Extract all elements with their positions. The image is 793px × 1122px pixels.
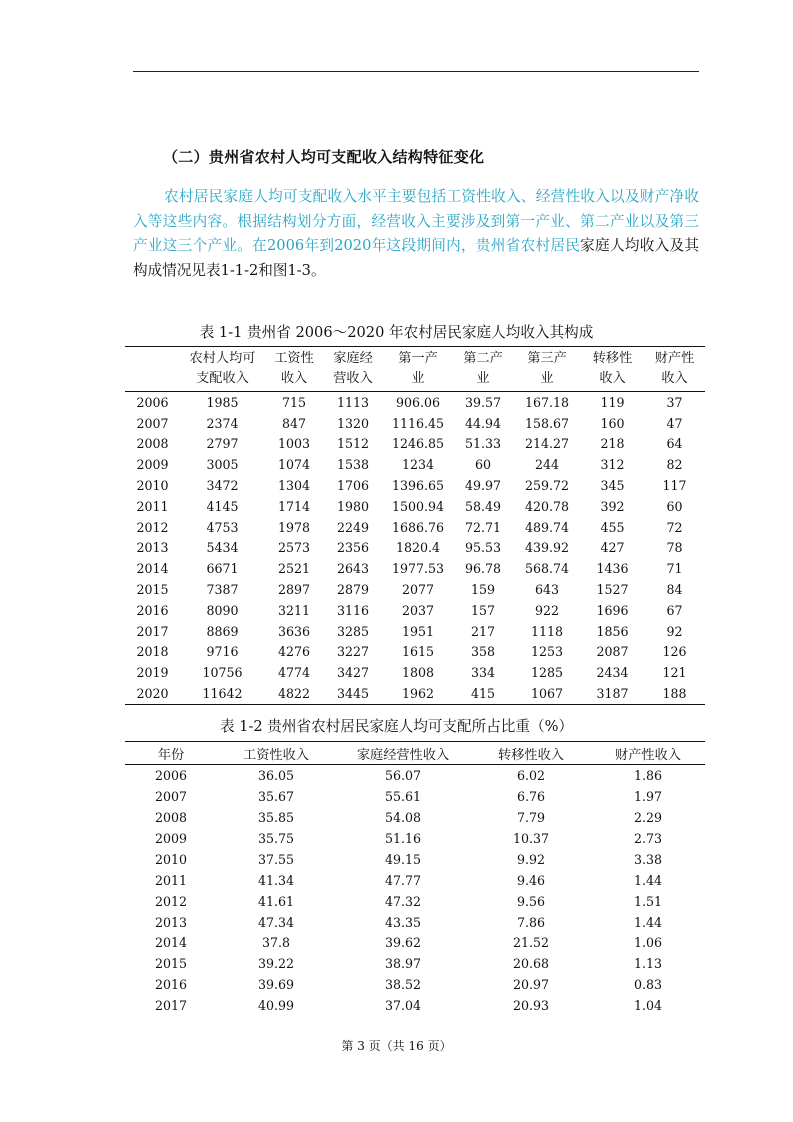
table-cell: 1985 [206,394,239,410]
table-cell: 64 [666,436,683,452]
table-cell: 2006 [154,767,188,783]
table-cell: 49.97 [464,478,502,494]
table-cell: 60 [666,498,683,514]
table2-header-cell: 家庭经营性收入 [335,742,471,765]
table-cell: 1320 [336,415,370,431]
table-cell: 1.97 [633,788,663,804]
table1-header-cell [265,347,323,392]
table-cell: 0.83 [633,977,663,993]
table-row [125,683,705,704]
table-cell: 4822 [277,686,311,702]
table-cell: 117 [662,478,687,494]
table-cell: 40.99 [257,998,295,1014]
table-row [125,621,705,642]
table-cell: 35.67 [257,788,295,804]
table-cell: 1234 [401,457,435,473]
table-cell: 37.8 [261,935,291,951]
table1-header-row [125,347,705,392]
table-cell: 72 [666,519,683,535]
table-cell: 1500.94 [391,498,445,514]
table-cell: 1.51 [633,893,663,909]
table-cell: 218 [600,436,625,452]
table2-header-cell: 转移性收入 [471,742,591,765]
table-cell: 1962 [401,686,435,702]
table-cell: 1285 [530,665,564,681]
table-cell: 78 [666,540,683,556]
table-cell: 60 [474,457,492,473]
table-cell: 8090 [206,602,239,618]
table1-header-line: 营收入 [333,371,373,386]
table-cell: 1.44 [633,872,663,888]
table1-header-cell [323,347,383,392]
table-cell: 2.73 [633,830,663,846]
table-cell: 2897 [277,582,311,598]
table-cell: 35.75 [257,830,295,846]
table-cell: 2356 [336,540,370,556]
table-cell: 1067 [530,686,564,702]
table-cell: 3427 [336,665,370,681]
table-cell: 1696 [596,602,629,618]
table-cell: 39.69 [257,977,295,993]
table-cell: 11642 [202,686,243,702]
table-cell: 92 [666,623,683,639]
table-cell: 7.86 [516,914,546,930]
table1-header-line: 家庭经 [333,351,373,366]
table-cell: 2008 [136,436,169,452]
table-cell: 58.49 [464,498,502,514]
table-cell: 259.72 [524,478,570,494]
table-row [125,496,705,517]
table-cell: 4774 [277,665,311,681]
table-row [125,434,705,455]
table-cell: 41.61 [257,893,295,909]
table-cell: 1113 [336,394,370,410]
table-cell: 119 [600,394,625,410]
table-cell: 56.07 [384,767,422,783]
table-cell: 2643 [336,561,370,577]
table-row [125,579,705,600]
table-cell: 21.52 [512,935,550,951]
table-cell: 392 [600,498,625,514]
header-rule [133,71,699,72]
table2-header-cell: 财产性收入 [591,742,705,765]
table-cell: 427 [600,540,625,556]
table-cell: 2037 [401,602,435,618]
table-cell: 1978 [277,519,311,535]
table-cell: 10.37 [512,830,550,846]
table-cell: 51.33 [464,436,502,452]
table-cell: 5434 [206,540,239,556]
table-cell: 9716 [206,644,239,660]
table1-header-cell [513,347,581,392]
table-cell: 6.76 [516,788,546,804]
table-cell: 2013 [154,914,188,930]
table-cell: 51.16 [384,830,422,846]
table-cell: 188 [662,686,687,702]
table-cell: 1396.65 [391,478,445,494]
table-cell: 1253 [530,644,564,660]
table-cell: 214.27 [524,436,570,452]
table1-header-line: 第三产 [527,351,567,366]
table1-body [125,392,705,705]
table-cell: 2.29 [633,809,663,825]
table-cell: 9.56 [516,893,546,909]
table-cell: 37.55 [257,851,295,867]
table-cell: 1820.4 [395,540,441,556]
table-cell: 67 [666,602,683,618]
table1-header-line: 农村人均可 [189,351,256,366]
table-cell: 1.44 [633,914,663,930]
table-cell: 2010 [136,478,169,494]
table-cell: 217 [470,623,496,639]
table1-header-line: 收入 [661,371,688,386]
table-cell: 2007 [136,415,169,431]
table-cell: 455 [600,519,625,535]
table-cell: 2077 [401,582,435,598]
table-cell: 1951 [401,623,435,639]
table-cell: 2020 [136,686,169,702]
table-cell: 345 [600,478,625,494]
table-cell: 2015 [154,956,188,972]
table2-header-row [125,742,705,765]
table-cell: 2011 [154,872,188,888]
table1-caption: 表 1-1 贵州省 2006～2020 年农村居民家庭人均收入其构成 [199,324,594,341]
table2-body [125,765,705,1017]
table-cell: 1856 [596,623,629,639]
table-row [125,995,705,1016]
table-cell: 1527 [596,582,629,598]
table1-header-line: 支配收入 [196,371,249,386]
table-cell: 568.74 [524,561,570,577]
table-cell: 3472 [206,478,239,494]
table-cell: 2008 [154,809,188,825]
table-cell: 358 [470,644,496,660]
table-cell: 1.86 [633,767,663,783]
table-cell: 20.68 [512,956,550,972]
table-cell: 158.67 [524,415,570,431]
table-cell: 3636 [277,623,311,639]
table-cell: 54.08 [384,809,422,825]
table1-header-line: 收入 [280,371,308,386]
table-row [125,953,705,974]
table-cell: 2015 [136,582,169,598]
table1-header-line: 转移性 [592,351,633,366]
table-cell: 2012 [136,519,169,535]
table-row [125,933,705,954]
table-cell: 39.57 [464,394,502,410]
table-cell: 906.06 [395,394,441,410]
table1-header-line: 业 [476,371,490,386]
table-row [125,538,705,559]
table-cell: 489.74 [524,519,570,535]
table2-header-cell: 工资性收入 [217,742,335,765]
table-row [125,558,705,579]
table-cell: 244 [534,457,560,473]
table-cell: 20.93 [512,998,550,1014]
table-cell: 1706 [336,478,370,494]
table-cell: 3285 [336,623,370,639]
table-cell: 1246.85 [391,436,445,452]
paragraph-text: 家庭人均收入及其构成情况见表1-1-2和图1-3。 [133,237,699,279]
table-cell: 2017 [136,623,169,639]
table-cell: 4276 [277,644,311,660]
table-row [125,517,705,538]
table-cell: 72.71 [464,519,502,535]
table-cell: 1615 [401,644,435,660]
table-cell: 439.92 [524,540,570,556]
table-cell: 121 [662,665,687,681]
table-cell: 1.06 [633,935,663,951]
table-cell: 2007 [154,788,188,804]
table-cell: 922 [534,602,560,618]
table-cell: 35.85 [257,809,295,825]
table-cell: 43.35 [384,914,422,930]
table-row [125,475,705,496]
table-cell: 415 [470,686,496,702]
table1-header-cell [581,347,644,392]
table-cell: 2797 [206,436,239,452]
table-cell: 2016 [154,977,188,993]
table-cell: 36.05 [257,767,295,783]
table1-header-line: 第一产 [398,351,438,366]
table-cell: 2012 [154,893,188,909]
table-row [125,974,705,995]
table-cell: 1686.76 [391,519,445,535]
table-row [125,454,705,475]
table-cell: 847 [281,415,307,431]
table-cell: 420.78 [524,498,570,514]
table-cell: 3.38 [633,851,663,867]
table-cell: 2249 [336,519,370,535]
table-cell: 37 [666,394,683,410]
table-cell: 3445 [336,686,370,702]
table-cell: 2018 [136,644,169,660]
table1-header-cell [125,347,180,392]
table-cell: 2374 [206,415,239,431]
table-cell: 39.22 [257,956,295,972]
table-cell: 2014 [136,561,169,577]
table-cell: 3227 [336,644,370,660]
table2-header-cell: 年份 [125,742,217,765]
table-row [125,849,705,870]
table1-header-line: 财产性 [654,351,695,366]
table-cell: 2009 [136,457,169,473]
table-cell: 3005 [206,457,239,473]
table-cell: 334 [470,665,496,681]
table-cell: 7387 [206,582,239,598]
page-footer: 第 3 页（共 16 页） [341,1039,452,1053]
table-row [125,828,705,849]
income-structure-table [125,346,705,705]
table-cell: 2013 [136,540,169,556]
table-cell: 1436 [596,561,629,577]
table-cell: 3211 [277,602,311,618]
table-cell: 157 [470,602,496,618]
table-cell: 4753 [206,519,239,535]
table-cell: 1808 [401,665,435,681]
table-cell: 2011 [136,498,169,514]
table-cell: 20.97 [512,977,550,993]
table-cell: 55.61 [384,788,422,804]
table-cell: 3116 [336,602,370,618]
table-cell: 2006 [136,394,169,410]
table-cell: 167.18 [524,394,570,410]
table-cell: 44.94 [464,415,502,431]
table-cell: 160 [600,415,625,431]
table-cell: 47.77 [384,872,422,888]
table1-header-cell [383,347,453,392]
table-cell: 1538 [336,457,370,473]
table1-header-line: 收入 [599,371,626,386]
table-cell: 9.92 [516,851,546,867]
table-cell: 1512 [336,436,370,452]
table-cell: 37.04 [384,998,422,1014]
table-cell: 39.62 [384,935,422,951]
table-cell: 47 [666,415,683,431]
table-cell: 1980 [336,498,370,514]
table-cell: 2014 [154,935,188,951]
paragraph-highlighted-text: 农村居民家庭人均可支配收入水平主要包括工资性收入、经营性收入以及财产净收入等这些内容。根据结构划分方面，经营收入主要涉及到第一产业、第二产业以及第三产业这三个产业。在2006年到2020年这段期间内，贵州省农村居民 [133,188,699,255]
table1-header-line: 业 [540,371,554,386]
table-cell: 2573 [277,540,311,556]
table-cell: 6.02 [516,767,546,783]
table-cell: 3187 [596,686,629,702]
table-cell: 2017 [154,998,188,1014]
table-row [125,392,705,413]
table-cell: 2434 [596,665,629,681]
table-row [125,413,705,434]
table-cell: 38.52 [384,977,422,993]
table-cell: 1977.53 [391,561,445,577]
table-cell: 1116.45 [391,415,445,431]
table-row [125,600,705,621]
table-cell: 126 [662,644,687,660]
table-cell: 7.79 [516,809,546,825]
table-cell: 95.53 [464,540,502,556]
table-cell: 2087 [596,644,629,660]
table-cell: 2010 [154,851,188,867]
table-cell: 1074 [277,457,311,473]
body-paragraph [133,185,699,283]
table-cell: 1304 [277,478,311,494]
table-cell: 1003 [277,436,311,452]
table-cell: 38.97 [384,956,422,972]
table-cell: 84 [666,582,683,598]
table-cell: 2019 [136,665,169,681]
table1-header-cell [453,347,513,392]
table-cell: 1.04 [633,998,663,1014]
table-cell: 41.34 [257,872,295,888]
table-cell: 1118 [530,623,564,639]
table-cell: 715 [281,394,307,410]
table-cell: 159 [470,582,496,598]
table1-header-cell [180,347,265,392]
table-cell: 2879 [336,582,370,598]
table-cell: 47.34 [257,914,295,930]
table-cell: 1.13 [633,956,663,972]
table-cell: 49.15 [384,851,422,867]
table-cell: 10756 [202,665,243,681]
section-title: （二）贵州省农村人均可支配收入结构特征变化 [163,148,485,166]
table1-header-line: 工资性 [274,351,314,366]
table-cell: 8869 [206,623,239,639]
table1-header-line: 第二产 [463,351,503,366]
table-cell: 2009 [154,830,188,846]
table1-header-line: 业 [411,371,425,386]
table-row [125,786,705,807]
table-cell: 9.46 [516,872,546,888]
table-cell: 2521 [277,561,311,577]
table2-caption: 表 1-2 贵州省农村居民家庭人均可支配所占比重（%） [219,718,574,735]
table-cell: 71 [666,561,683,577]
table-cell: 2016 [136,602,169,618]
table-row [125,807,705,828]
table-row [125,891,705,912]
table-cell: 4145 [206,498,239,514]
table-cell: 312 [600,457,625,473]
table-row [125,642,705,663]
table1-header-cell [644,347,705,392]
table-cell: 96.78 [464,561,502,577]
table-cell: 82 [666,457,683,473]
income-share-table [125,741,705,1016]
table-row [125,662,705,683]
table-row [125,870,705,891]
table-cell: 643 [534,582,560,598]
table-cell: 47.32 [384,893,422,909]
table-row [125,765,705,786]
table-cell: 1714 [277,498,311,514]
table-cell: 6671 [206,561,239,577]
table-row [125,912,705,933]
